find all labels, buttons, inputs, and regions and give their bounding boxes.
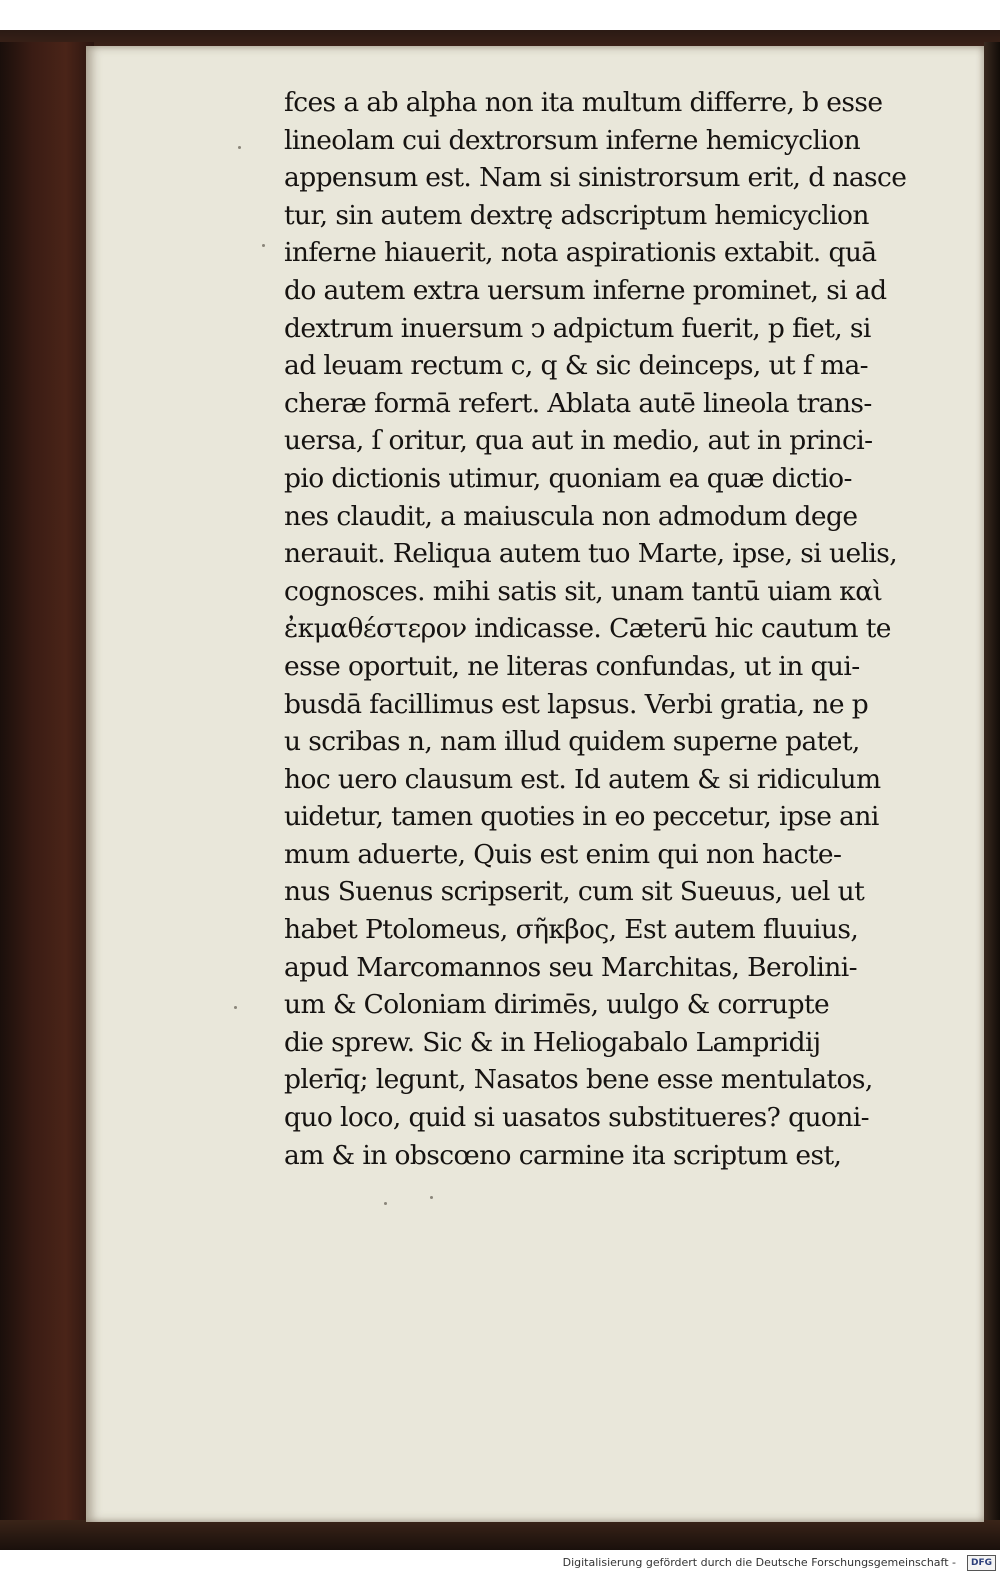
text-line: inferne hiauerit, nota aspirationis extabit. quā	[284, 237, 877, 269]
text-line: pio dictionis utimur, quoniam ea quæ dictio-	[284, 462, 852, 494]
paper-speck	[384, 1202, 387, 1205]
text-line: do autem extra uersum inferne prominet, si ad	[284, 274, 887, 306]
paper-speck	[262, 244, 265, 247]
text-line: apud Marcomannos seu Marchitas, Berolini-	[284, 951, 857, 983]
text-line: uidetur, tamen quoties in eo peccetur, ipse ani	[284, 801, 879, 833]
text-line: mum aduerte, Quis est enim qui non hacte-	[284, 838, 842, 870]
text-line: uersa, ſ oritur, qua aut in medio, aut in princi-	[284, 425, 873, 457]
paper-speck	[238, 146, 241, 149]
text-line: u scribas n, nam illud quidem superne patet,	[284, 726, 860, 758]
paper-speck	[430, 1196, 433, 1199]
text-line: quo loco, quid si uasatos substitueres? quoni-	[284, 1102, 869, 1134]
text-line: nus Suenus scripserit, cum sit Sueuus, uel ut	[284, 876, 865, 908]
body-text	[284, 84, 924, 1174]
footer-bar	[0, 1550, 1000, 1577]
text-line: fces a ab alpha non ita multum differre, b esse	[284, 87, 883, 118]
text-line: tur, sin autem dextrę adscriptum hemicyclion	[284, 199, 869, 231]
text-line: ἐκμαθέστερον indicasse. Cæterū hic cautum te	[284, 613, 891, 645]
text-line: die sprew. Sic & in Heliogabalo Lampridij	[284, 1026, 821, 1058]
text-line: cheræ formā refert. Ablata autē lineola trans-	[284, 387, 872, 419]
text-line: appensum est. Nam si sinistrorsum erit, d nasce	[284, 162, 907, 194]
book-right-edge	[984, 42, 1000, 1542]
book-left-edge	[0, 42, 94, 1542]
text-line: um & Coloniam dirimēs, uulgo & corrupte	[284, 989, 830, 1021]
text-line: lineolam cui dextrorsum inferne hemicyclion	[284, 124, 861, 156]
dfg-logo: DFG	[967, 1555, 996, 1571]
text-line: ad leuam rectum c, q & sic deinceps, ut f ma-	[284, 350, 869, 382]
funding-credit: Digitalisierung gefördert durch die Deutsche Forschungsgemeinschaft -	[562, 1556, 956, 1569]
text-line: dextrum inuersum ͻ adpictum fuerit, p fiet, si	[284, 312, 871, 344]
book-bottom-edge	[0, 1520, 1000, 1550]
text-line: nerauit. Reliqua autem tuo Marte, ipse, si uelis,	[284, 538, 898, 570]
text-line: esse oportuit, ne literas confundas, ut in qui-	[284, 650, 860, 682]
text-line: am & in obscœno carmine ita scriptum est,	[284, 1139, 842, 1171]
text-line: hoc uero clausum est. Id autem & si ridiculum	[284, 763, 881, 795]
text-line: cognosces. mihi satis sit, unam tantū uiam καὶ	[284, 575, 883, 607]
paper-speck	[234, 1006, 237, 1009]
text-line: busdā facillimus est lapsus. Verbi gratia, ne p	[284, 688, 869, 720]
paper-page	[86, 46, 984, 1522]
text-line: plerīq; legunt, Nasatos bene esse mentulatos,	[284, 1064, 873, 1096]
text-line: nes claudit, a maiuscula non admodum dege	[284, 500, 858, 532]
text-line: habet Ptolomeus, σῆκβος, Est autem fluuius,	[284, 914, 859, 946]
